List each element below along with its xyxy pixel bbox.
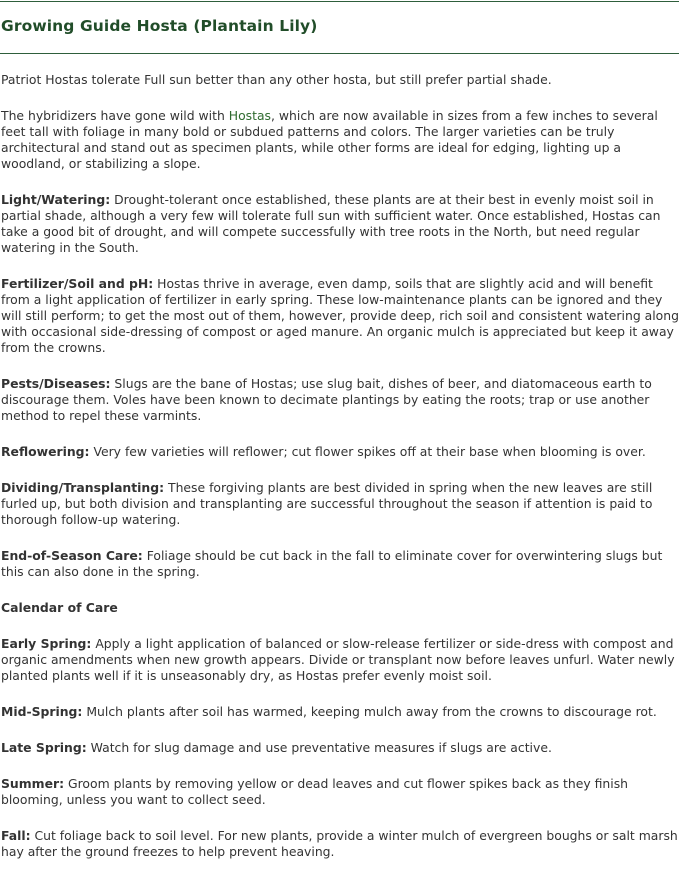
overview-text-before: The hybridizers have gone wild with	[1, 108, 229, 123]
reflowering-text: Very few varieties will reflower; cut flower spikes off at their base when blooming is over.	[89, 444, 646, 459]
page-title: Growing Guide Hosta (Plantain Lily)	[1, 17, 318, 35]
fertilizer-text: Hostas thrive in average, even damp, soils that are slightly acid and will benefit from a light application of fertilizer in early spring. These low-maintenance plants can be ignored and they will still perform; to get the most out of them, however, provide deep, rich soil and consistent watering along with occasional side-dressing of compost or aged manure. An organic mulch is appreciated but keep it away from the crowns.	[1, 276, 679, 355]
late-spring-text: Watch for slug damage and use preventative measures if slugs are active.	[86, 740, 552, 755]
dividing-text: These forgiving plants are best divided in spring when the new leaves are still furled up, but both division and transplanting are successful throughout the season if attention is paid to thorough follow-up watering.	[1, 480, 653, 527]
fertilizer-label: Fertilizer/Soil and pH:	[1, 276, 154, 291]
calendar-heading-text: Calendar of Care	[1, 600, 118, 615]
late-spring-label: Late Spring:	[1, 740, 87, 755]
intro-text: Patriot Hostas tolerate Full sun better than any other hosta, but still prefer partial shade.	[1, 72, 552, 87]
guide-content	[1, 72, 679, 880]
summer-paragraph	[1, 776, 679, 808]
pests-paragraph	[1, 376, 679, 424]
dividing-paragraph	[1, 480, 679, 528]
calendar-heading	[1, 600, 679, 616]
early-spring-label: Early Spring:	[1, 636, 92, 651]
pests-label: Pests/Diseases:	[1, 376, 111, 391]
mid-spring-text: Mulch plants after soil has warmed, keeping mulch away from the crowns to discourage rot.	[82, 704, 657, 719]
mid-spring-paragraph	[1, 704, 679, 720]
fall-label: Fall:	[1, 828, 31, 843]
overview-text-after: , which are now available in sizes from a few inches to several feet tall with foliage in many bold or subdued patterns and colors. The larger varieties can be truly architectural and stand out as specimen plants, while other forms are ideal for edging, lighting up a woodland, or stabilizing a slope.	[1, 108, 658, 171]
light-watering-label: Light/Watering:	[1, 192, 111, 207]
intro-paragraph	[1, 72, 679, 88]
summer-text: Groom plants by removing yellow or dead leaves and cut flower spikes back as they finish blooming, unless you want to collect seed.	[1, 776, 629, 807]
reflowering-paragraph	[1, 444, 679, 460]
pests-text: Slugs are the bane of Hostas; use slug bait, dishes of beer, and diatomaceous earth to discourage them. Voles have been known to decimate plantings by eating the roots; trap or use another method to repel these varmints.	[1, 376, 652, 423]
late-spring-paragraph	[1, 740, 679, 756]
overview-paragraph	[1, 108, 679, 172]
dividing-label: Dividing/Transplanting:	[1, 480, 165, 495]
end-season-paragraph	[1, 548, 679, 580]
mid-spring-label: Mid-Spring:	[1, 704, 83, 719]
reflowering-label: Reflowering:	[1, 444, 90, 459]
end-season-label: End-of-Season Care:	[1, 548, 143, 563]
hostas-link[interactable]: Hostas	[228, 108, 272, 123]
light-watering-paragraph	[1, 192, 679, 256]
early-spring-paragraph	[1, 636, 679, 684]
end-season-text: Foliage should be cut back in the fall to eliminate cover for overwintering slugs but this can also done in the spring.	[1, 548, 663, 579]
early-spring-text: Apply a light application of balanced or slow-release fertilizer or side-dress with compost and organic amendments when new growth appears. Divide or transplant now before leaves unfurl. Water newly planted plants well if it is unseasonably dry, as Hostas prefer evenly moist soil.	[1, 636, 675, 683]
fall-paragraph	[1, 828, 679, 860]
fertilizer-paragraph	[1, 276, 679, 356]
top-divider	[0, 1, 679, 2]
fall-text: Cut foliage back to soil level. For new plants, provide a winter mulch of evergreen boughs or salt marsh hay after the ground freezes to help prevent heaving.	[1, 828, 678, 859]
light-watering-text: Drought-tolerant once established, these plants are at their best in evenly moist soil in partial shade, although a very few will tolerate full sun with sufficient water. Once established, Hostas can take a good bit of drought, and will compete successfully with tree roots in the North, but need regular watering in the South.	[1, 192, 661, 255]
title-divider	[0, 53, 679, 54]
summer-label: Summer:	[1, 776, 65, 791]
